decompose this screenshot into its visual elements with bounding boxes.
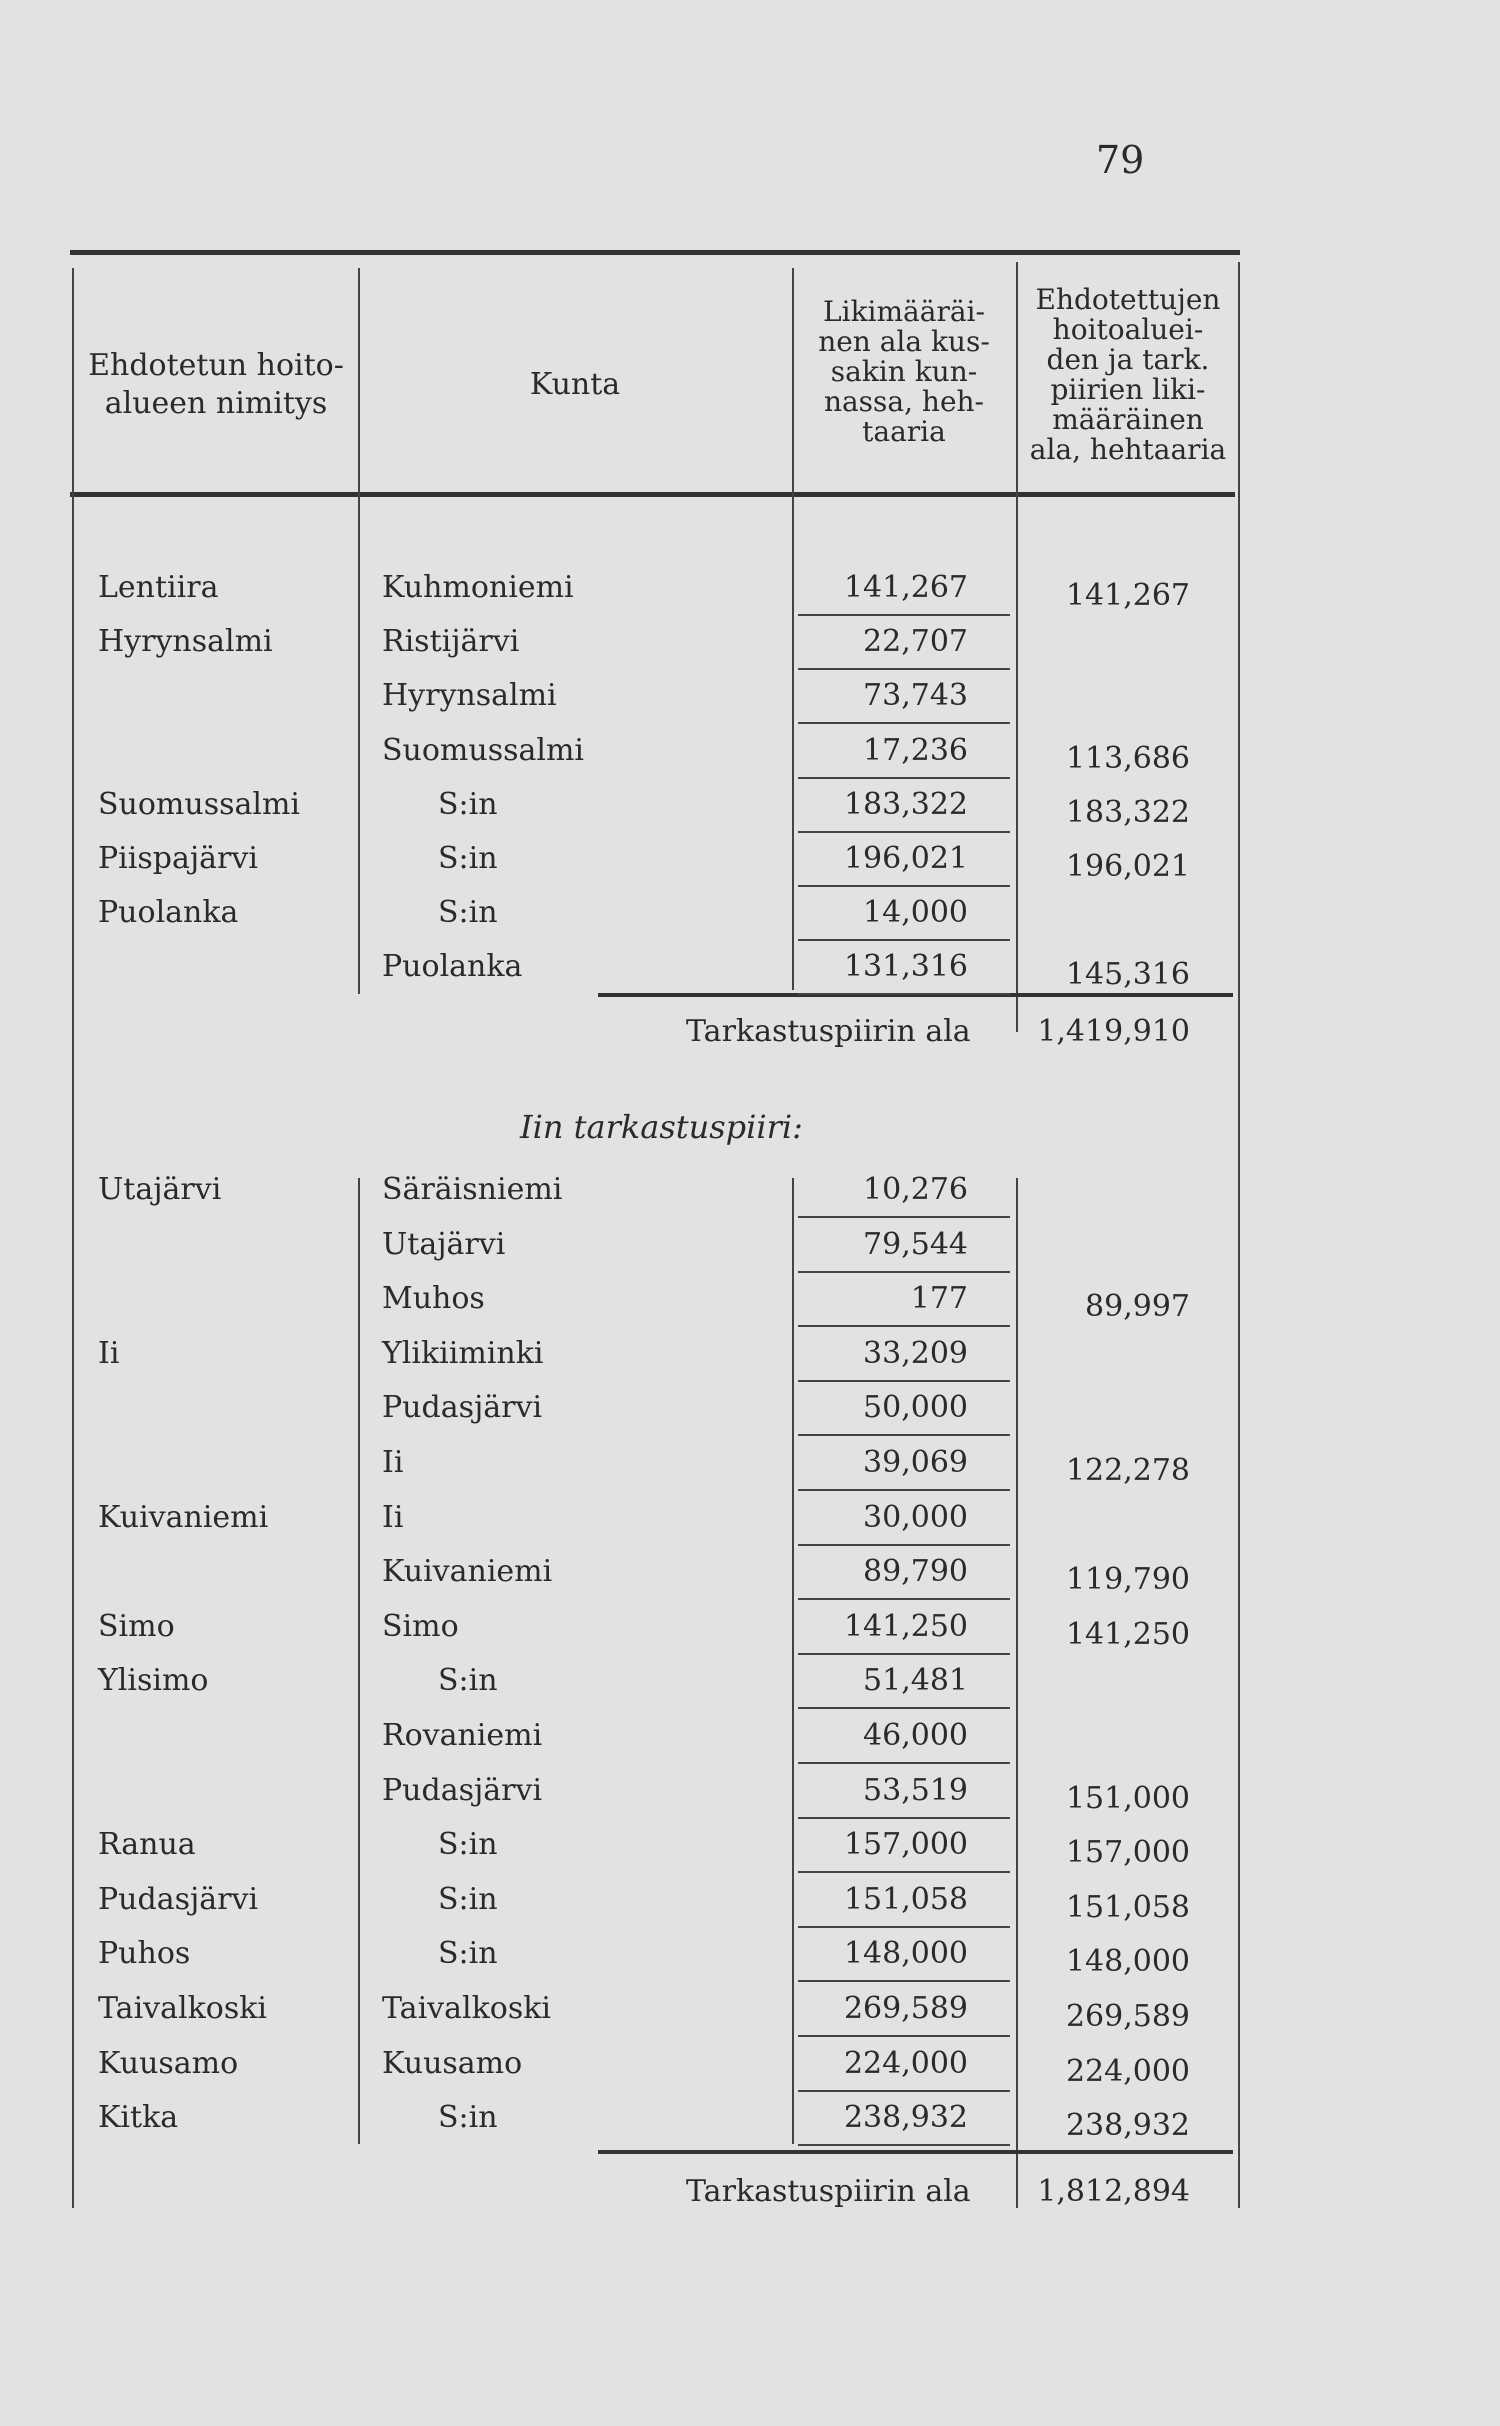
row-municipality: S:in xyxy=(438,895,498,930)
row-amount: 157,000 xyxy=(843,1827,968,1862)
row-amount-rule xyxy=(798,2090,1010,2092)
column-divider-3b xyxy=(1016,1178,1018,2208)
row-area-name: Utajärvi xyxy=(98,1172,222,1207)
header-area-name: Ehdotetun hoito- alueen nimitys xyxy=(88,348,344,421)
section1-total-value: 1,419,910 xyxy=(1037,1014,1190,1049)
row-total: 141,267 xyxy=(1065,578,1190,613)
row-amount: 141,267 xyxy=(843,570,968,605)
row-amount-rule xyxy=(798,885,1010,887)
row-amount-rule xyxy=(798,2144,1010,2146)
row-amount-rule xyxy=(798,1598,1010,1600)
page-number: 79 xyxy=(1096,138,1145,182)
section2-total-label: Tarkastuspiirin ala xyxy=(686,2174,971,2209)
row-area-name: Ii xyxy=(98,1336,120,1371)
row-amount: 14,000 xyxy=(863,895,968,930)
row-amount: 30,000 xyxy=(863,1500,968,1535)
row-municipality: S:in xyxy=(438,2100,498,2135)
table-left-border xyxy=(72,268,74,2208)
row-amount-rule xyxy=(798,1216,1010,1218)
row-area-name: Kuusamo xyxy=(98,2046,239,2081)
row-area-name: Kuivaniemi xyxy=(98,1500,269,1535)
row-area-name: Hyrynsalmi xyxy=(98,624,273,659)
column-divider-2 xyxy=(792,268,794,990)
row-amount-rule xyxy=(798,1653,1010,1655)
row-amount: 269,589 xyxy=(843,1991,968,2026)
row-total: 269,589 xyxy=(1065,1999,1190,2034)
row-amount-rule xyxy=(798,2035,1010,2037)
row-amount-rule xyxy=(798,1926,1010,1928)
row-amount: 196,021 xyxy=(843,841,968,876)
row-municipality: Utajärvi xyxy=(382,1227,506,1262)
row-municipality: S:in xyxy=(438,787,498,822)
row-municipality: Ii xyxy=(382,1500,404,1535)
row-municipality: Puolanka xyxy=(382,949,523,984)
row-total: 157,000 xyxy=(1065,1835,1190,1870)
row-municipality: S:in xyxy=(438,1827,498,1862)
row-municipality: Ii xyxy=(382,1445,404,1480)
row-municipality: Kuivaniemi xyxy=(382,1554,553,1589)
row-amount-rule xyxy=(798,722,1010,724)
row-municipality: S:in xyxy=(438,1663,498,1698)
header-approx-area: Likimääräi- nen ala kus- sakin kun- nassa, heh- taaria xyxy=(818,295,990,448)
row-area-name: Simo xyxy=(98,1609,175,1644)
row-amount-rule xyxy=(798,777,1010,779)
row-municipality: S:in xyxy=(438,1882,498,1917)
row-amount-rule xyxy=(798,614,1010,616)
row-area-name: Ylisimo xyxy=(98,1663,209,1698)
row-amount: 10,276 xyxy=(863,1172,968,1207)
row-municipality: S:in xyxy=(438,1936,498,1971)
row-area-name: Piispajärvi xyxy=(98,841,258,876)
column-divider-1 xyxy=(358,268,360,994)
row-amount-rule xyxy=(798,1489,1010,1491)
row-total: 196,021 xyxy=(1065,849,1190,884)
row-municipality: Muhos xyxy=(382,1281,485,1316)
section2-total-value: 1,812,894 xyxy=(1037,2174,1190,2209)
row-area-name: Kitka xyxy=(98,2100,179,2135)
row-amount: 22,707 xyxy=(863,624,968,659)
row-amount-rule xyxy=(798,1325,1010,1327)
row-amount-rule xyxy=(798,1817,1010,1819)
row-total: 122,278 xyxy=(1065,1453,1190,1488)
row-amount-rule xyxy=(798,668,1010,670)
row-municipality: Pudasjärvi xyxy=(382,1773,543,1808)
column-divider-1b xyxy=(358,1178,360,2144)
row-amount: 79,544 xyxy=(863,1227,968,1262)
row-total: 238,932 xyxy=(1065,2108,1190,2143)
row-total: 141,250 xyxy=(1065,1617,1190,1652)
table-header-rule xyxy=(70,492,1235,497)
section2-total-rule xyxy=(598,2150,1233,2154)
row-total: 151,000 xyxy=(1065,1781,1190,1816)
row-amount: 238,932 xyxy=(843,2100,968,2135)
row-amount-rule xyxy=(798,1707,1010,1709)
column-divider-2b xyxy=(792,1178,794,2144)
row-amount-rule xyxy=(798,1434,1010,1436)
row-amount: 183,322 xyxy=(843,787,968,822)
row-amount: 51,481 xyxy=(863,1663,968,1698)
row-total: 148,000 xyxy=(1065,1944,1190,1979)
row-amount: 89,790 xyxy=(863,1554,968,1589)
row-total: 119,790 xyxy=(1065,1562,1190,1597)
row-total: 113,686 xyxy=(1065,741,1190,776)
table-top-rule xyxy=(70,250,1240,255)
row-amount: 39,069 xyxy=(863,1445,968,1480)
row-amount-rule xyxy=(798,1271,1010,1273)
row-municipality: Rovaniemi xyxy=(382,1718,543,1753)
row-total: 183,322 xyxy=(1065,795,1190,830)
row-amount: 53,519 xyxy=(863,1773,968,1808)
row-total: 224,000 xyxy=(1065,2054,1190,2089)
row-municipality: Kuhmoniemi xyxy=(382,570,574,605)
row-amount: 17,236 xyxy=(863,733,968,768)
header-municipality: Kunta xyxy=(529,367,621,402)
row-area-name: Lentiira xyxy=(98,570,219,605)
row-municipality: Simo xyxy=(382,1609,459,1644)
row-amount-rule xyxy=(798,1980,1010,1982)
row-amount: 141,250 xyxy=(843,1609,968,1644)
row-amount: 131,316 xyxy=(843,949,968,984)
row-municipality: S:in xyxy=(438,841,498,876)
row-amount-rule xyxy=(798,1871,1010,1873)
row-total: 151,058 xyxy=(1065,1890,1190,1925)
row-municipality: Hyrynsalmi xyxy=(382,678,557,713)
row-amount: 73,743 xyxy=(863,678,968,713)
row-amount-rule xyxy=(798,1762,1010,1764)
row-municipality: Säräisniemi xyxy=(382,1172,563,1207)
row-amount: 148,000 xyxy=(843,1936,968,1971)
row-amount: 224,000 xyxy=(843,2046,968,2081)
row-amount-rule xyxy=(798,1544,1010,1546)
row-municipality: Ristijärvi xyxy=(382,624,520,659)
row-area-name: Suomussalmi xyxy=(98,787,301,822)
header-proposed-area: Ehdotettujen hoitoaluei- den ja tark. piirien liki- määräinen ala, hehtaaria xyxy=(1029,283,1227,466)
row-municipality: Pudasjärvi xyxy=(382,1390,543,1425)
row-municipality: Ylikiiminki xyxy=(382,1336,544,1371)
row-area-name: Pudasjärvi xyxy=(98,1882,259,1917)
row-amount: 33,209 xyxy=(863,1336,968,1371)
row-amount-rule xyxy=(798,1380,1010,1382)
row-area-name: Puhos xyxy=(98,1936,191,1971)
row-amount-rule xyxy=(798,939,1010,941)
row-amount: 50,000 xyxy=(863,1390,968,1425)
table-right-border xyxy=(1238,262,1240,2208)
row-municipality: Kuusamo xyxy=(382,2046,523,2081)
row-amount: 46,000 xyxy=(863,1718,968,1753)
row-total: 145,316 xyxy=(1065,957,1190,992)
row-amount: 151,058 xyxy=(843,1882,968,1917)
section2-heading: Iin tarkastuspiiri: xyxy=(520,1108,803,1146)
row-amount-rule xyxy=(798,831,1010,833)
row-municipality: Taivalkoski xyxy=(382,1991,551,2026)
row-total: 89,997 xyxy=(1085,1289,1190,1324)
row-amount: 177 xyxy=(910,1281,968,1316)
row-area-name: Ranua xyxy=(98,1827,196,1862)
section1-total-label: Tarkastuspiirin ala xyxy=(686,1014,971,1049)
row-municipality: Suomussalmi xyxy=(382,733,585,768)
row-area-name: Taivalkoski xyxy=(98,1991,267,2026)
row-amount-rule xyxy=(798,993,1010,995)
row-area-name: Puolanka xyxy=(98,895,239,930)
